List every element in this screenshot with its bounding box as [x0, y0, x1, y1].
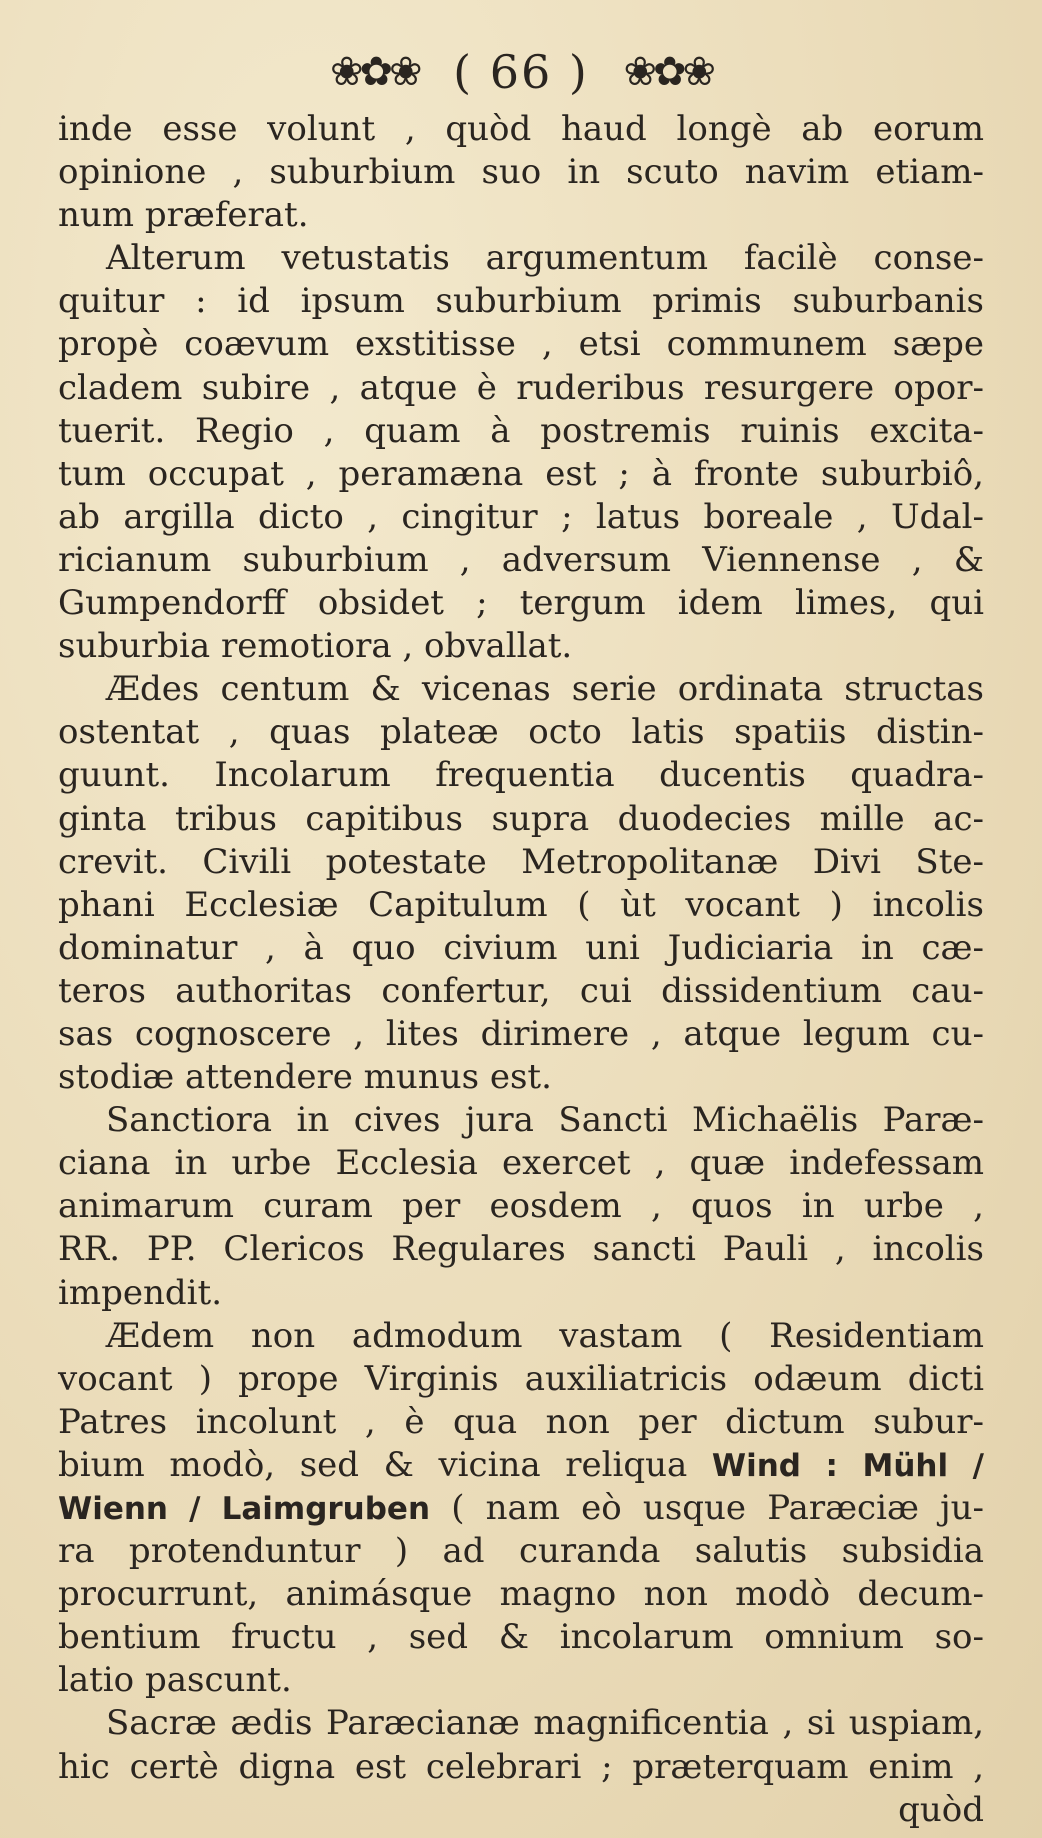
text-line: [58, 841, 984, 884]
blackletter-text: Wind : Mühl /: [711, 1447, 984, 1484]
text-line: [58, 108, 984, 151]
line-text: impendit.: [58, 1272, 223, 1313]
line-text: num præferat.: [58, 195, 309, 236]
text-line: [58, 582, 984, 625]
text-line: [58, 1487, 984, 1530]
line-text: vocant ) prope Virginis auxiliatricis odæum dicti: [58, 1358, 984, 1399]
line-text: ostentat , quas plateæ octo latis spatiis distin-: [58, 712, 984, 753]
line-text: bium modò, sed & vicina reliqua: [58, 1444, 688, 1485]
line-text: inde esse volunt , quòd haud longè ab eorum: [58, 109, 984, 149]
text-line: [58, 1702, 984, 1745]
line-text: phani Ecclesiæ Capitulum ( ùt vocant ) incolis: [58, 884, 984, 925]
line-text: latio pascunt.: [58, 1660, 292, 1701]
text-line: [58, 496, 984, 539]
text-line: [58, 194, 984, 237]
text-line: [58, 970, 984, 1013]
line-text: ciana in urbe Ecclesia exercet , quæ indefessam: [58, 1143, 984, 1184]
line-text: dominatur , à quo civium uni Judiciaria in cæ-: [58, 927, 984, 968]
line-text: teros authoritas confertur, cui dissidentium cau-: [58, 970, 984, 1011]
line-text: ricianum suburbium , adversum Viennense , &: [58, 539, 984, 580]
line-text: sas cognoscere , lites dirimere , atque legum cu-: [58, 1013, 984, 1054]
line-text: Sanctiora in cives jura Sancti Michaëlis Paræ-: [106, 1100, 984, 1141]
line-text: Ædem non admodum vastam ( Residentiam: [106, 1315, 984, 1356]
line-text: propè coævum exstitisse , etsi communem sæpe: [58, 324, 984, 365]
page-header: [0, 38, 1042, 102]
line-text: Alterum vetustatis argumentum facilè conse-: [106, 238, 984, 279]
line-text: hic certè digna est celebrari ; præterquam enim ,: [58, 1746, 984, 1787]
line-text: ginta tribus capitibus supra duodecies mille ac-: [58, 798, 984, 839]
line-text: ( nam eò usque Paræciæ ju-: [430, 1488, 984, 1528]
text-line: [58, 1185, 984, 1228]
blackletter-text: Wienn / Laimgruben: [58, 1491, 431, 1527]
line-text: procurrunt, animásque magno non modò decum-: [58, 1574, 984, 1615]
text-line: [58, 323, 984, 366]
line-text: animarum curam per eosdem , quos in urbe ,: [58, 1186, 984, 1227]
text-line: [58, 1315, 984, 1358]
text-line: [58, 798, 984, 841]
line-text: suburbia remotiora , obvallat.: [58, 626, 573, 667]
text-line: [58, 539, 984, 582]
text-line: [58, 367, 984, 410]
text-line: [58, 711, 984, 754]
text-line: [58, 1789, 984, 1832]
line-text: Ædes centum & vicenas serie ordinata structas: [106, 669, 984, 710]
text-line: [58, 1272, 984, 1315]
text-line: [58, 151, 984, 194]
line-text: bentium fructu , sed & incolarum omnium so-: [58, 1617, 984, 1658]
line-text: cladem subire , atque è ruderibus resurgere opor-: [58, 367, 984, 408]
right-ornament: ❀✿❀: [623, 49, 712, 95]
text-line: [58, 1659, 984, 1702]
line-text: opinione , suburbium suo in scuto navim etiam-: [58, 152, 984, 193]
text-line: [58, 1099, 984, 1142]
line-text: stodiæ attendere munus est.: [58, 1057, 552, 1098]
text-line: [58, 1142, 984, 1185]
line-text: crevit. Civili potestate Metropolitanæ Divi Ste-: [58, 841, 984, 882]
left-ornament: ❀✿❀: [329, 49, 419, 95]
text-line: [58, 1401, 984, 1444]
text-line: [58, 410, 984, 453]
line-text: quòd: [898, 1789, 984, 1830]
text-line: [58, 1056, 984, 1099]
text-line: [58, 884, 984, 927]
line-text: ab argilla dicto , cingitur ; latus boreale , Udal-: [58, 496, 984, 537]
text-line: [58, 754, 984, 797]
text-line: [58, 668, 984, 711]
text-line: [58, 453, 984, 496]
text-line: [58, 280, 984, 323]
text-line: [58, 1013, 984, 1056]
text-line: [58, 1530, 984, 1573]
line-text: RR. PP. Clericos Regulares sancti Pauli , incolis: [58, 1229, 984, 1270]
page-number: ( 66 ): [453, 45, 589, 99]
line-text: Sacræ ædis Paræcianæ magnificentia , si uspiam,: [106, 1703, 984, 1744]
text-line: [58, 1444, 984, 1487]
line-text: quitur : id ipsum suburbium primis suburbanis: [58, 281, 984, 322]
line-text: tum occupat , peramæna est ; à fronte suburbiô,: [58, 453, 984, 494]
text-line: [58, 1573, 984, 1616]
line-text: Gumpendorff obsidet ; tergum idem limes, qui: [58, 583, 984, 624]
text-line: [58, 1616, 984, 1659]
line-text: ra protenduntur ) ad curanda salutis subsidia: [58, 1531, 984, 1572]
text-line: [58, 625, 984, 668]
body-text: [58, 108, 984, 1832]
text-line: [58, 237, 984, 280]
line-text: tuerit. Regio , quam à postremis ruinis excita-: [58, 410, 984, 451]
text-line: [58, 1746, 984, 1789]
line-text: Patres incolunt , è qua non per dictum subur-: [58, 1401, 984, 1442]
text-line: [58, 1358, 984, 1401]
text-line: [58, 1228, 984, 1271]
text-line: [58, 927, 984, 970]
line-text: guunt. Incolarum frequentia ducentis quadra-: [58, 755, 984, 796]
